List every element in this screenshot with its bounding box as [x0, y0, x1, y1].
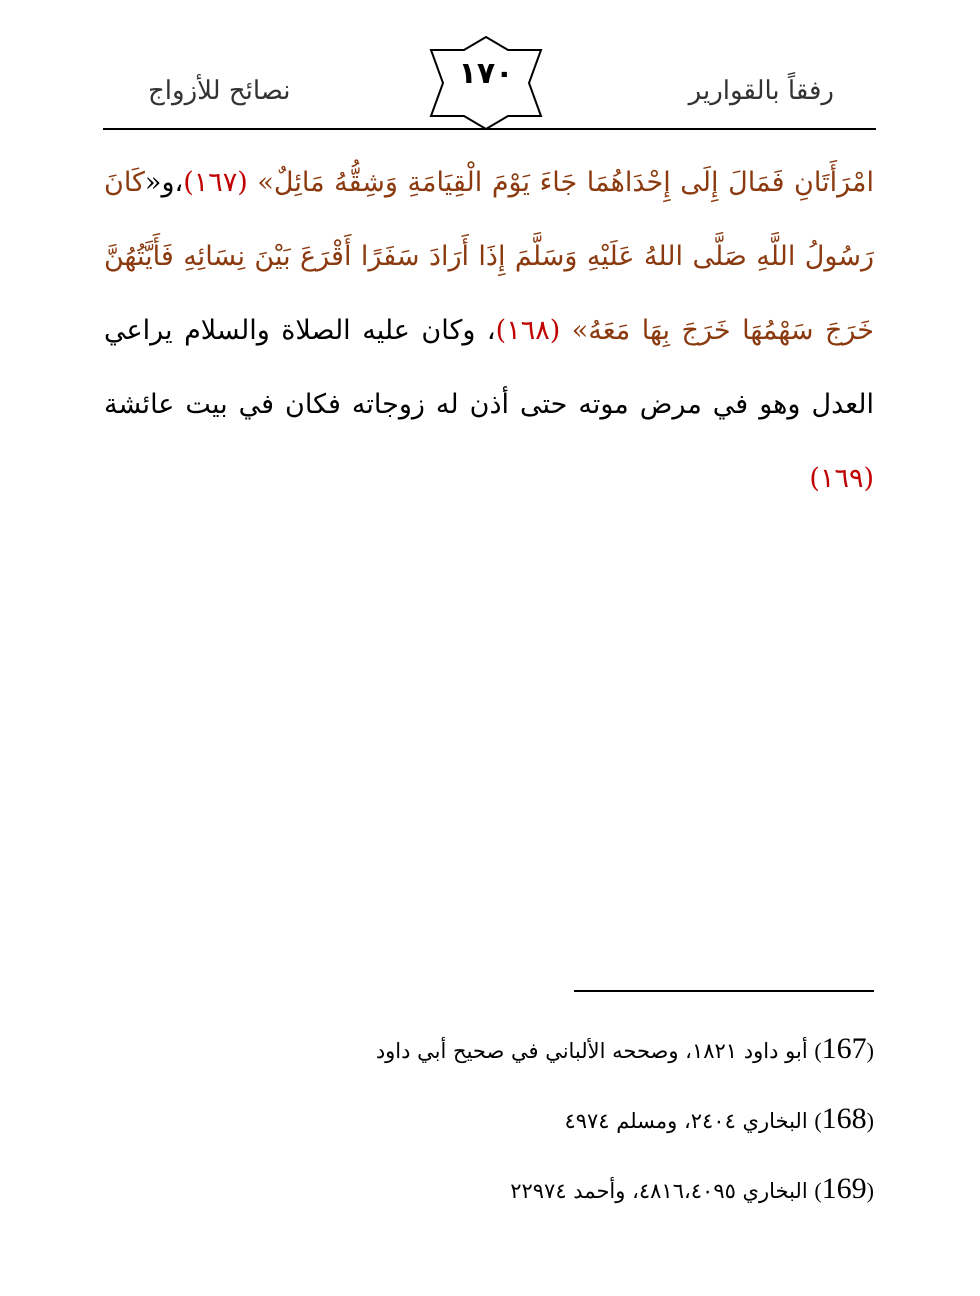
footnote-close: ): [814, 1038, 822, 1063]
footnote-reference: (١٦٨): [495, 315, 561, 346]
header-divider: [103, 128, 876, 130]
footnote-reference: (١٦٩): [809, 463, 874, 494]
footnote-number: 167: [821, 1032, 867, 1065]
book-title: رفقاً بالقوارير: [688, 76, 834, 106]
footnote-number: 169: [821, 1172, 867, 1205]
connector-text: ،و«: [144, 167, 184, 198]
footnote-item: [510, 1172, 874, 1206]
commentary-text: ، وكان عليه الصلاة والسلام يراعي العدل وهو في مرض موته حتى أذن له زوجاته فكان في بيت عائشة: [104, 315, 874, 420]
footnote-divider: [574, 990, 874, 992]
chapter-title: نصائح للأزواج: [148, 76, 291, 106]
footnote-open: (: [866, 1038, 874, 1063]
footnote-item: [564, 1102, 874, 1136]
footnote-text: البخاري ٤٨١٦،٤٠٩٥، وأحمد ٢٢٩٧٤: [510, 1179, 808, 1203]
footnote-text: أبو داود ١٨٢١، وصححه الألباني في صحيح أبي داود: [375, 1039, 808, 1063]
footnote-text: البخاري ٢٤٠٤، ومسلم ٤٩٧٤: [564, 1109, 808, 1133]
main-text: [104, 146, 874, 516]
hadith-text: امْرَأَتَانِ فَمَالَ إِلَى إِحْدَاهُمَا جَاءَ يَوْمَ الْقِيَامَةِ وَشِقُّهُ مَائِلٌ»: [247, 167, 874, 198]
footnote-reference: (١٦٧): [183, 167, 248, 198]
footnote-number: 168: [821, 1102, 867, 1135]
footnote-open: (: [866, 1108, 874, 1133]
page-number: ١٧٠: [458, 56, 514, 91]
footnote-open: (: [866, 1178, 874, 1203]
footnote-item: [376, 1032, 874, 1066]
footnote-close: ): [814, 1178, 822, 1203]
hadith-text: كَانَ رَسُولُ اللَّهِ صَلَّى اللهُ عَلَيْهِ وَسَلَّمَ إِذَا أَرَادَ سَفَرًا أَقْرَعَ بَيْنَ نِسَائِهِ فَأَيَّتُهُنَّ خَرَجَ سَهْمُهَا خَرَجَ بِهَا مَعَهُ»: [104, 167, 874, 346]
page-number-badge: [428, 36, 544, 130]
footnote-close: ): [814, 1108, 822, 1133]
